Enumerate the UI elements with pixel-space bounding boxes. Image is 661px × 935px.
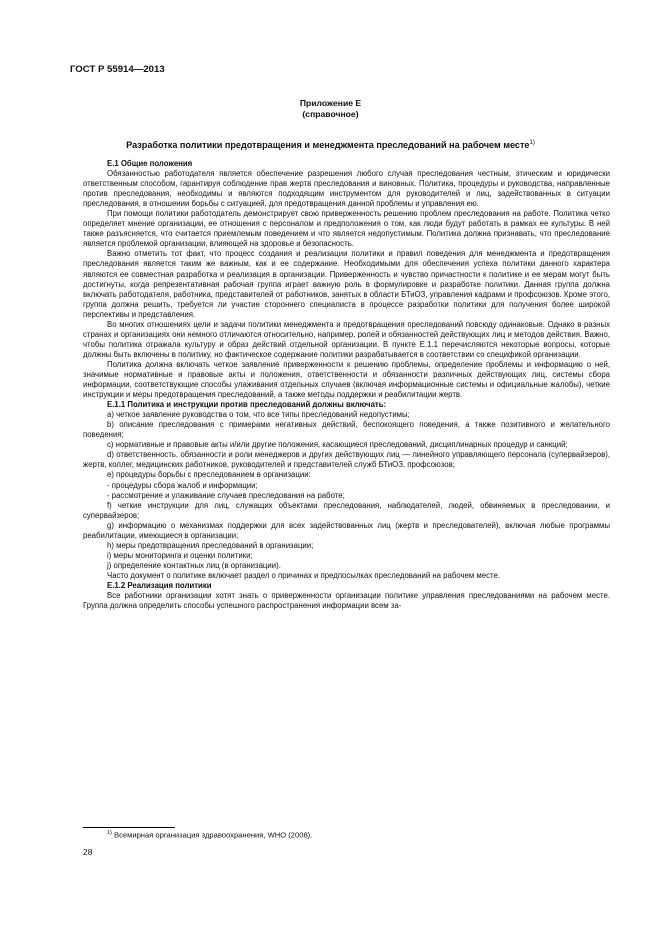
list-item: f) четкие инструкции для лиц, служащих объектами преследования, наблюдателей, людей, обвиняемых в преследовании, и супервайзеров; (83, 500, 610, 520)
list-item: b) описание преследования с примерами негативных действий, беспокоящего поведения, а также позитивного и желательного поведения; (83, 420, 610, 440)
paragraph: Во многих отношениях цели и задачи политики менеджмента и предотвращения преследований повсюду одинаковые. Однако в разных странах и организациях они немного отличаются относительно, например, ролей и обязанностей действующих лиц и методов действия. Важно, чтобы политика отражала культуру и образ действий отдельной организации. В пункте Е.1.1 перечисляются некоторые вопросы, которые должны быть включены в политику, но фактическое содержание политики разрабатывается в соответствии со спецификой организации. (83, 319, 610, 359)
list-item: i) меры мониторинга и оценки политики; (107, 550, 253, 560)
list-item: - рассмотрение и улаживание случаев преследования на работе; (107, 490, 345, 500)
appendix-heading (70, 98, 591, 120)
paragraph: При помощи политики работодатель демонстрирует свою приверженность решению проблем преследования на работе. Политика четко определяет мнение организации, ее отношения с персоналом и предположения о том, как люди будут работать в рамках ее культуры. В ней также разъясняется, что считается приемлемым поведением и что является недопустимым. Политика должна признавать, что преследование является проблемой организации, влияющей на здоровье и безопасность. (83, 209, 610, 249)
footnote-text: Всемирная организация здравоохранения, WHO (2008). (114, 830, 313, 840)
paragraph: Обязанностью работодателя является обеспечение разрешения любого случая преследования честным, этическим и юридически ответственным способом, гарантируя соблюдение прав жертв преследования и виновных. Политика, процедуры и руководства, направленные против преследования, необходимы и являются подходящим инструментом для руководителей и лиц, задействованных в ситуации преследования, в отношении борьбы с ситуацией, для предотвращения данной проблемы и управления ею. (83, 169, 610, 209)
list-item: h) меры предотвращения преследований в организации; (107, 540, 314, 550)
paragraph: Важно отметить тот факт, что процесс создания и реализации политики и правил поведения для менеджмента и предотвращения преследования является таким же важным, как и ее содержание. Необходимыми для обеспечения успеха политики данного характера являются ее совместная разработка и реализация в организации. Приверженность и чувство причастности к политике и ее мерам могут быть достигнуты, когда репрезентативная рабочая группа играет важную роль в формулировке и разработке политики. Данная группа должна включать работодателя, работника, представителей от работников, занятых в области БТиОЗ, управления кадрами и профсоюзов. Кроме этого, группа должна решить, требуется ли участие стороннего специалиста в процессе разработки политики для получения более широкой перспективы и представления. (83, 249, 610, 319)
paragraph: Часто документ о политике включает раздел о причинах и предпосылках преследований на рабочем месте. (107, 570, 500, 580)
title-text: Разработка политики предотвращения и менеджмента преследований на рабочем месте (126, 140, 530, 151)
list-item: - процедуры сбора жалоб и информации; (107, 480, 258, 490)
footnote (107, 830, 312, 840)
standard-header: ГОСТ Р 55914—2013 (70, 64, 165, 75)
title-footnote-mark: 1) (529, 140, 535, 146)
list-item: с) нормативные и правовые акты и/или другие положения, касающиеся преследований, дисциплинарных процедур и санкций; (107, 440, 568, 450)
paragraph: Политика должна включать четкое заявление приверженности к решению проблемы, определение проблемы и информацию о ней, значимые нормативные и правовые акты и положения, ответственности и обязанности различных действующих лиц, системы сбора информации, соответствующие способы улаживания отдельных случаев (включая информационные системы и официальные жалобы), четкие инструкции и меры предотвращения преследований, а также методы поддержки и реабилитации жертв. (83, 359, 610, 400)
list-item: g) информацию о механизмах поддержки для всех задействованных лиц (жертв и преследователей), включая любые программы реабилитации, имеющиеся в организации; (83, 520, 610, 540)
section-heading: Е.1.2 Реализация политики (107, 580, 212, 590)
list-item: а) четкое заявление руководства о том, что все типы преследований недопустимы; (107, 410, 410, 420)
appendix-type: (справочное) (302, 109, 359, 119)
list-item: d) ответственность, обязанности и роли менеджеров и других действующих лиц — линейного управляющего персонала (супервайзеров), жертв, коллег, медицинских работников, руководителей и представителей служб БТиОЗ, профсоюзов; (83, 450, 610, 470)
page-number: 28 (83, 847, 93, 857)
appendix-title (70, 140, 591, 150)
list-item: е) процедуры борьбы с преследованием в организации: (107, 470, 311, 480)
section-heading: Е.1.1 Политика и инструкции против преследований должны включать: (107, 400, 387, 410)
document-body (83, 159, 610, 611)
list-item: j) определение контактных лиц (в организации). (107, 560, 281, 570)
section-heading: Е.1 Общие положения (107, 159, 193, 168)
footnote-mark: 1) (107, 830, 112, 836)
appendix-label: Приложение Е (299, 98, 362, 108)
paragraph: Все работники организации хотят знать о приверженности организации политике управления преследованиями на рабочем месте. Группа должна определить способы успешного распространения информации всем за- (83, 591, 610, 611)
footnote-rule (83, 827, 175, 828)
